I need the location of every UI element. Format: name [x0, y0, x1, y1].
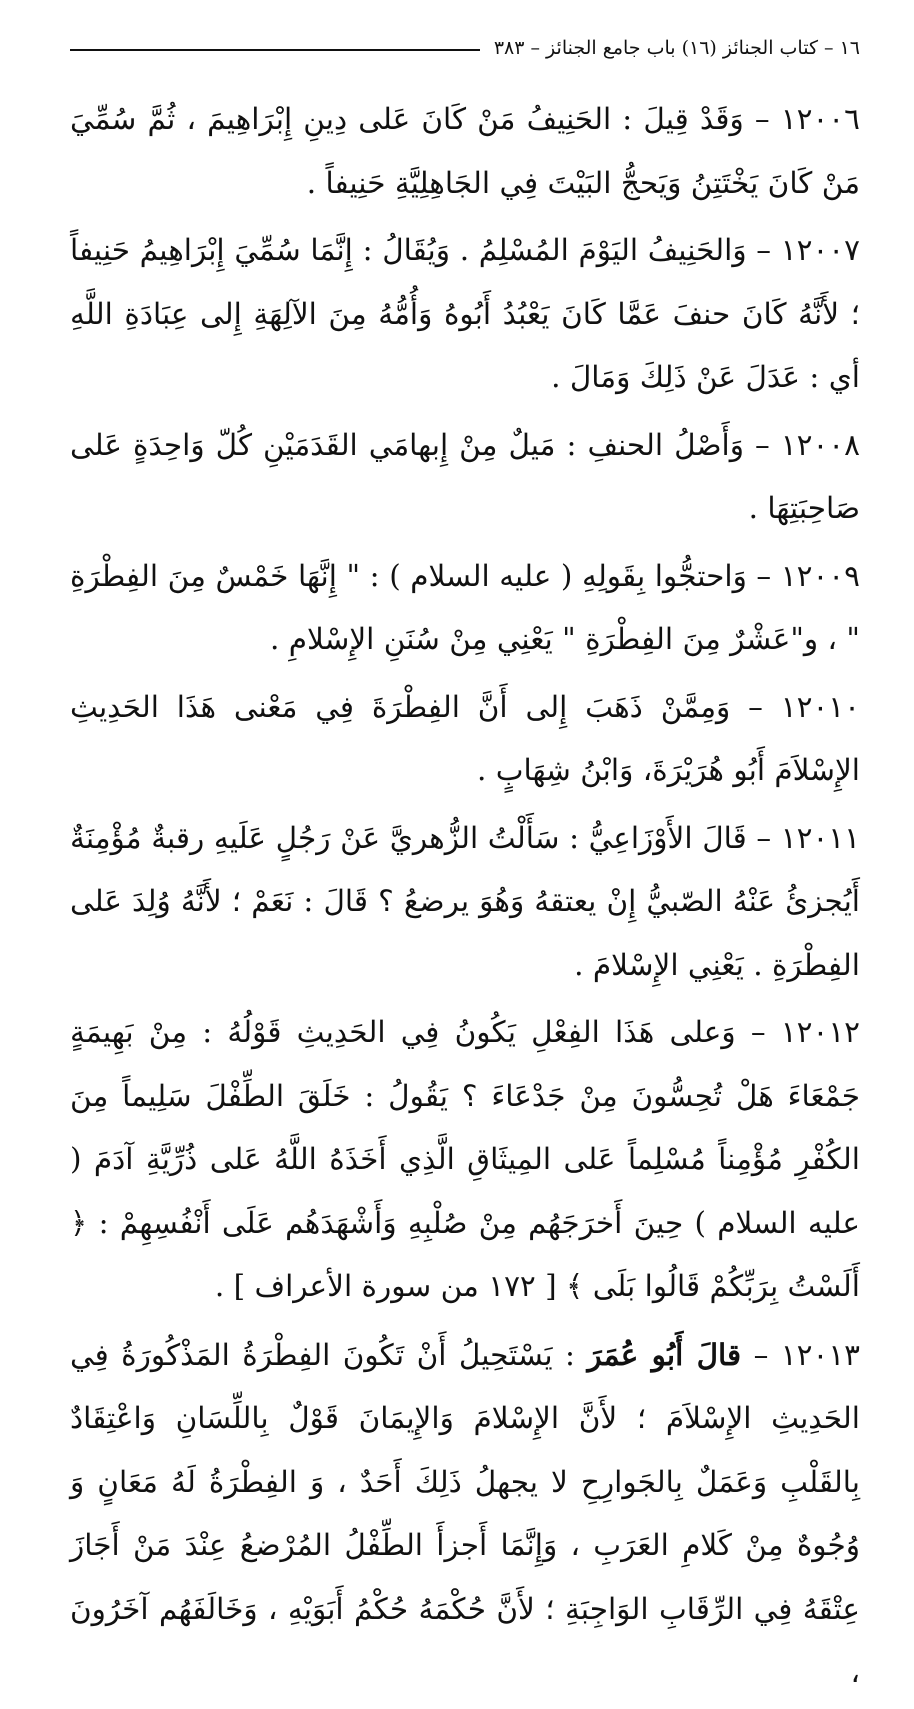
paragraph-text: قَالَ الأَوْزَاعِيُّ : سَأَلْتُ الزُّهريَّ عَنْ رَجُلٍ عَلَيهِ رقبةٌ مُؤْمِنَةٌ أَيُجزئُ عَنْهُ الصّبيُّ إِنْ يعتقهُ وَهُوَ يرضعُ ؟ قَالَ : نَعَمْ ؛ لأَنَّهُ وُلِدَ عَلى الفِطْرَةِ . يَعْنِي الإِسْلامَ . — [70, 820, 860, 982]
header-rule — [70, 49, 480, 51]
paragraph-12009 — [70, 545, 860, 672]
paragraph-number: ١٢٠٠٩ — [780, 558, 860, 593]
paragraph-number: ١٢٠٠٧ — [780, 233, 860, 267]
paragraph-12012 — [70, 1001, 860, 1319]
paragraph-text: وَقَدْ قِيلَ : الحَنِيفُ مَنْ كَانَ عَلى دِينِ إِبْرَاهِيمَ ، ثُمَّ سُمِّيَ مَنْ كَانَ يَخْتَتِنُ وَيَحجُّ البَيْتَ فِي الجَاهِلِيَّةِ حَنِيفاً . — [70, 102, 860, 200]
paragraph-text: وَعلى هَذَا الفِعْلِ يَكُونُ فِي الحَدِيثِ قَوْلُهُ : مِنْ بَهِيمَةٍ جَمْعَاءَ هَلْ تُحِسُّونَ مِنْ جَدْعَاءَ ؟ يَقُولُ : خَلَقَ الطِّفْلَ سَلِيماً مِنَ الكُفْرِ مُؤْمِناً مُسْلِماً عَلى المِيثَاقِ الَّذِي أَخَذَهُ اللَّهُ عَلى ذُرِّيَّةِ آدَمَ ( عليه السلام ) حِينَ أَخرَجَهُم مِنْ صُلْبِهِ وَأَشْهَدَهُم عَلَى أَنْفُسِهِمْ : — [70, 1015, 860, 1240]
paragraph-number: ١٢٠٠٨ — [780, 427, 860, 462]
verse-citation: [ ١٧٢ من سورة الأعراف ] . — [214, 1269, 567, 1303]
quran-verse: ﴿ أَلَسْتُ بِرَبِّكُمْ قَالُوا بَلَى ﴾ — [70, 1205, 860, 1303]
speaker-name: قالَ أَبُو عُمَرَ — [587, 1336, 742, 1372]
paragraph-12007 — [70, 219, 860, 410]
paragraph-12008 — [70, 414, 860, 541]
paragraph-text: وَاحتجُّوا بِقَولِهِ ( عليه السلام ) : " إِنَّهَا خَمْسٌ مِنَ الفِطْرَةِ " ، و"عَشْرٌ مِنَ الفِطْرَةِ " يَعْنِي مِنْ سُنَنِ الإِسْلامِ . — [70, 558, 860, 656]
paragraph-number: ١٢٠١٣ — [780, 1337, 861, 1372]
paragraph-dash: – — [741, 1337, 781, 1372]
paragraph-dash: – — [746, 558, 781, 593]
page-header — [70, 28, 860, 68]
paragraph-dash: – — [746, 820, 781, 855]
paragraph-number: ١٢٠١٢ — [780, 1015, 861, 1049]
paragraph-dash: – — [743, 427, 781, 462]
paragraph-dash: – — [735, 1015, 781, 1049]
paragraph-text: وَأَصْلُ الحنفِ : مَيلٌ مِنْ إِبهامَي القَدَمَيْنِ كُلّ وَاحِدَةٍ عَلى صَاحِبَتِهَا . — [70, 427, 860, 525]
paragraph-dash: – — [746, 233, 781, 267]
paragraph-12013 — [70, 1323, 860, 1705]
book-page — [70, 28, 860, 1709]
paragraph-text: : يَسْتَحِيلُ أَنْ تَكُونَ الفِطْرَةُ المَذْكُورَةُ فِي الحَدِيثِ الإِسْلاَمَ ؛ لأَنَّ الإِسْلامَ وَالإِيمَانَ قَوْلٌ بِاللِّسَانِ وَاعْتِقَادٌ بِالقَلْبِ وَعَمَلٌ بِالجَوارِحِ لا يجهلُ ذَلِكَ أَحَدٌ ، وَ الفِطْرَةُ لَهُ مَعَانٍ وَ وُجُوهٌ مِنْ كَلامِ العَرَبِ ، وَإِنَّمَا أَجزأَ الطِّفْلُ المُرْضعُ عِنْدَ مَنْ أَجَازَ عِتْقَهُ فِي الرِّقَابِ الوَاجِبَةِ ؛ لأَنَّ حُكْمَهُ حُكْمُ أَبَوَيْهِ ، وَخَالَفَهُم آخَرُونَ ، — [70, 1337, 860, 1689]
page-body — [70, 88, 860, 1705]
paragraph-12011 — [70, 807, 860, 998]
paragraph-number: ١٢٠٠٦ — [780, 102, 860, 136]
paragraph-number: ١٢٠١٠ — [780, 689, 860, 724]
paragraph-text: وَمِمَّنْ ذَهَبَ إِلى أَنَّ الفِطْرَةَ فِي مَعْنى هَذَا الحَدِيثِ الإِسْلاَمَ أَبُو هُرَيْرَةَ، وَابْنُ شِهَابٍ . — [70, 689, 860, 787]
paragraph-text: وَالحَنِيفُ اليَوْمَ المُسْلِمُ . وَيُقَالُ : إِنَّمَا سُمِّيَ إِبْرَاهِيمُ حَنِيفاً ؛ لأَنَّهُ كَانَ حنفَ عَمَّا كَانَ يَعْبُدُ أَبُوهُ وَأُمُّهُ مِنَ الآلِهَةِ إِلى عِبَادَةِ اللَّهِ أي : عَدَلَ عَنْ ذَلِكَ وَمَالَ . — [70, 233, 860, 394]
running-title: ١٦ – كتاب الجنائز (١٦) باب جامع الجنائز – ٣٨٣ — [493, 37, 860, 59]
paragraph-number: ١٢٠١١ — [780, 820, 860, 855]
paragraph-12006 — [70, 88, 860, 215]
paragraph-12010 — [70, 676, 860, 803]
paragraph-dash: – — [730, 689, 781, 724]
paragraph-dash: – — [743, 102, 781, 136]
